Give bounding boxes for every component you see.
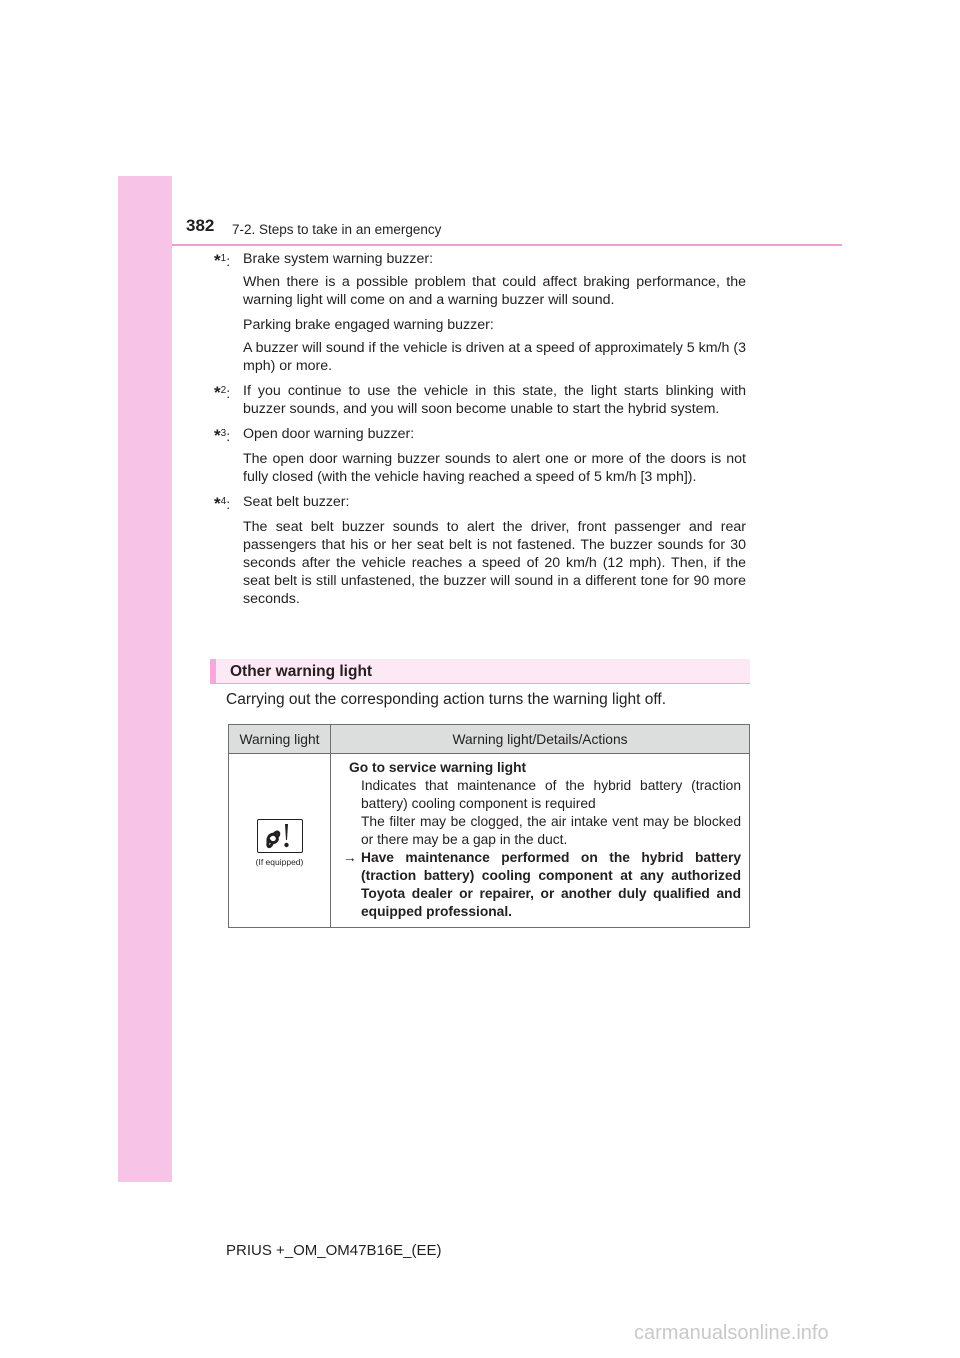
footer-code: PRIUS +_OM_OM47B16E_(EE)	[226, 1242, 442, 1259]
footnote-4	[212, 493, 746, 608]
details-cell	[331, 754, 750, 928]
footnote-1	[212, 250, 746, 375]
footnote-marker: *$^4$:	[214, 494, 231, 513]
column-header-details: Warning light/Details/Actions	[331, 725, 750, 754]
hybrid-battery-cooling-warning-icon	[257, 819, 303, 853]
footnote-text: Seat belt buzzer:	[243, 494, 350, 510]
detail-text: Indicates that maintenance of the hybrid battery (traction battery) cooling component is required	[361, 778, 741, 811]
footnote-3	[212, 425, 746, 486]
section-title: 7-2. Steps to take in an emergency	[232, 222, 442, 237]
section-heading	[210, 659, 750, 684]
warning-light-title: Go to service warning light	[349, 760, 527, 775]
if-equipped-label: (If equipped)	[255, 856, 304, 867]
table-header-row	[229, 725, 750, 754]
footnote-text: When there is a possible problem that could affect braking performance, the warning light will come on and a warning buzzer will sound.	[243, 274, 746, 308]
footnote-marker: *$^1$:	[214, 251, 231, 270]
watermark: carmanualsonline.info	[634, 1322, 829, 1344]
page-number: 382	[186, 216, 215, 235]
fan-exclamation-icon	[258, 820, 302, 852]
column-header-warning-light: Warning light	[229, 725, 331, 754]
footnote-text: If you continue to use the vehicle in this state, the light starts blinking with buzzer sounds, and you will soon become unable to start the hybrid system.	[243, 383, 746, 417]
action-instruction: Have maintenance performed on the hybrid battery (traction battery) cooling component at any authorized Toyota dealer or repairer, or another duly qualified and equipped professional.	[361, 850, 741, 919]
action-text	[343, 849, 741, 921]
table-row	[229, 754, 750, 928]
section-intro: Carrying out the corresponding action turns the warning light off.	[226, 691, 666, 708]
footnote-text: The open door warning buzzer sounds to alert one or more of the doors is not fully closed (with the vehicle having reached a speed of 5 km/h [3 mph]).	[243, 451, 746, 485]
header-rule	[172, 244, 842, 246]
footnote-text: The seat belt buzzer sounds to alert the driver, front passenger and rear passengers that his or her seat belt is not fastened. The buzzer sounds for 30 seconds after the vehicle reaches a speed of 20 km/h (12 mph). Then, if the seat belt is still unfastened, the buzzer will sound in a different tone for 90 more seconds.	[243, 519, 746, 607]
footnote-text: A buzzer will sound if the vehicle is driven at a speed of approximately 5 km/h (3 mph) or more.	[243, 340, 746, 374]
footnote-2	[212, 382, 746, 418]
footnote-text: Open door warning buzzer:	[243, 426, 415, 442]
side-tab-band	[118, 176, 172, 1182]
warning-light-table	[228, 724, 750, 928]
detail-text: The filter may be clogged, the air intake vent may be blocked or there may be a gap in the duct.	[361, 814, 741, 847]
section-heading-text: Other warning light	[230, 663, 373, 680]
warning-light-cell	[229, 754, 331, 928]
footnote-marker: *$^2$:	[214, 383, 231, 402]
footnote-text: Brake system warning buzzer:	[243, 251, 434, 267]
arrow-right-icon: →	[343, 850, 357, 865]
footnotes	[212, 250, 746, 615]
footnote-text: Parking brake engaged warning buzzer:	[243, 317, 494, 333]
footnote-marker: *$^3$:	[214, 426, 231, 445]
